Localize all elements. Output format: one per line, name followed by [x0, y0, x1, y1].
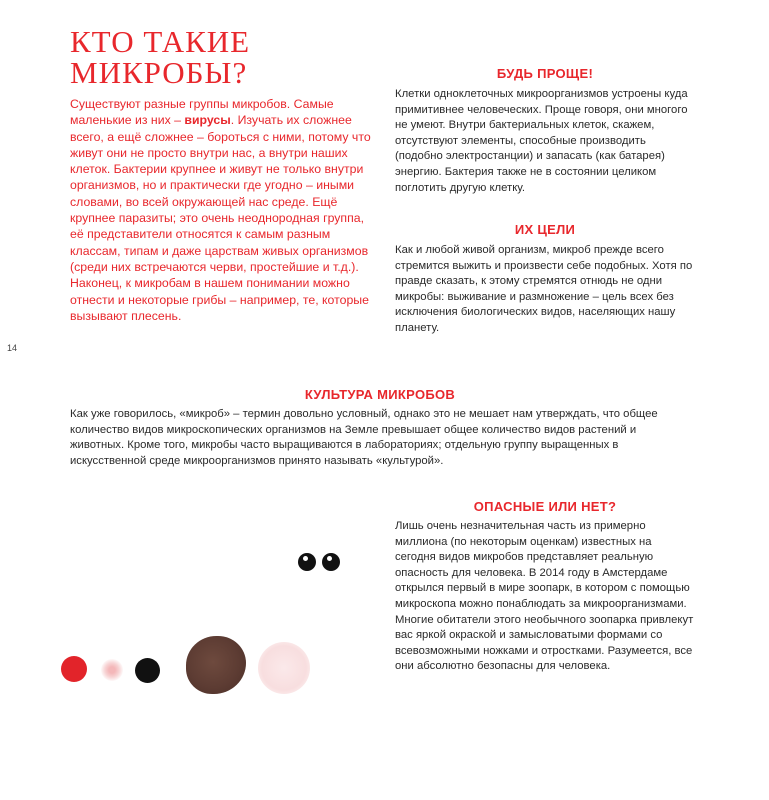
page-title [70, 26, 350, 88]
black-microbe [135, 658, 160, 683]
eye-highlight-left [303, 556, 308, 561]
pink-spiky-microbe [101, 659, 123, 681]
pale-pink-microbe [258, 642, 310, 694]
brown-microbe [186, 636, 246, 694]
title-line-2: МИКРОБЫ? [70, 55, 248, 90]
eye-highlight-right [327, 556, 332, 561]
danger-heading: ОПАСНЫЕ ИЛИ НЕТ? [473, 499, 617, 514]
intro-paragraph [70, 96, 375, 324]
culture-text: Как уже говорилось, «микроб» – термин довольно условный, однако это не мешает нам утверждать, что общее количество видов микроскопических организмов на Земле превышает общее количество видов растений и животных. Кроме того, микробы часто выращиваются в лабораториях; отдельную группу выращенных в искусственной среде микроорганизмов принято называть «культурой». [70, 408, 658, 467]
intro-text-part-2: . Изучать их сложнее всего, а ещё сложнее – бороться с ними, потому что живут они не просто внутри нас, а внутри наших клеток. Бактерии крупнее и живут не только внутри организмов, но и практически где угодно – иными словами, во всей окружающей нас среде. Ещё крупнее паразиты; это очень неоднородная группа, её представители относятся к самым разным классам, типам и даже царствам живых организмов (среди них встречаются черви, простейшие и т.д.). Наконец, к микробам в нашем понимании можно отнести и некоторые грибы – например, те, которые вызывают плесень. [70, 113, 371, 323]
danger-text: Лишь очень незначительная часть из примерно миллиона (по некоторым оценкам) известных на сегодня видов микробов представляет реальную опасность для человека. В 2014 году в Амстердаме открылся первый в мире зоопарк, в котором с помощью микроскопа можно понаблюдать за микроорганизмами. Многие обитатели этого необычного зоопарка привлекут вас яркой окраской и замысловатыми формами со всевозможными ножками и отростками. Разумеется, все они абсолютно безопасны для человека. [395, 520, 694, 673]
page-number: 14 [7, 343, 18, 353]
simpler-heading: БУДЬ ПРОЩЕ! [496, 66, 594, 81]
goals-text: Как и любой живой организм, микроб прежде всего стремится выжить и произвести себе подобных. Хотя по правде сказать, к этому стремятся отнюдь не одни микробы: выживание и размножение – цель всех без исключения биологических видов, населяющих нашу планету. [395, 244, 693, 334]
intro-highlight: вирусы [184, 113, 231, 128]
intro-text-part-1: Существуют разные группы микробов. Самые маленькие из них – [70, 97, 334, 128]
simpler-text: Клетки одноклеточных микроорганизмов устроены куда примитивнее человеческих. Проще говоря, они многого не умеют. Внутри бактериальных клеток, скажем, отсутствуют элементы, способные производить (подобно электростанции) и запасать (как батарея) энергию. Бактерия также не в состоянии целиком поглотить другую клетку. [395, 88, 688, 194]
culture-heading: КУЛЬТУРА МИКРОБОВ [304, 387, 456, 402]
title-line-1: КТО ТАКИЕ [70, 24, 251, 59]
red-microbe [61, 656, 87, 682]
goals-heading: ИХ ЦЕЛИ [514, 222, 576, 237]
